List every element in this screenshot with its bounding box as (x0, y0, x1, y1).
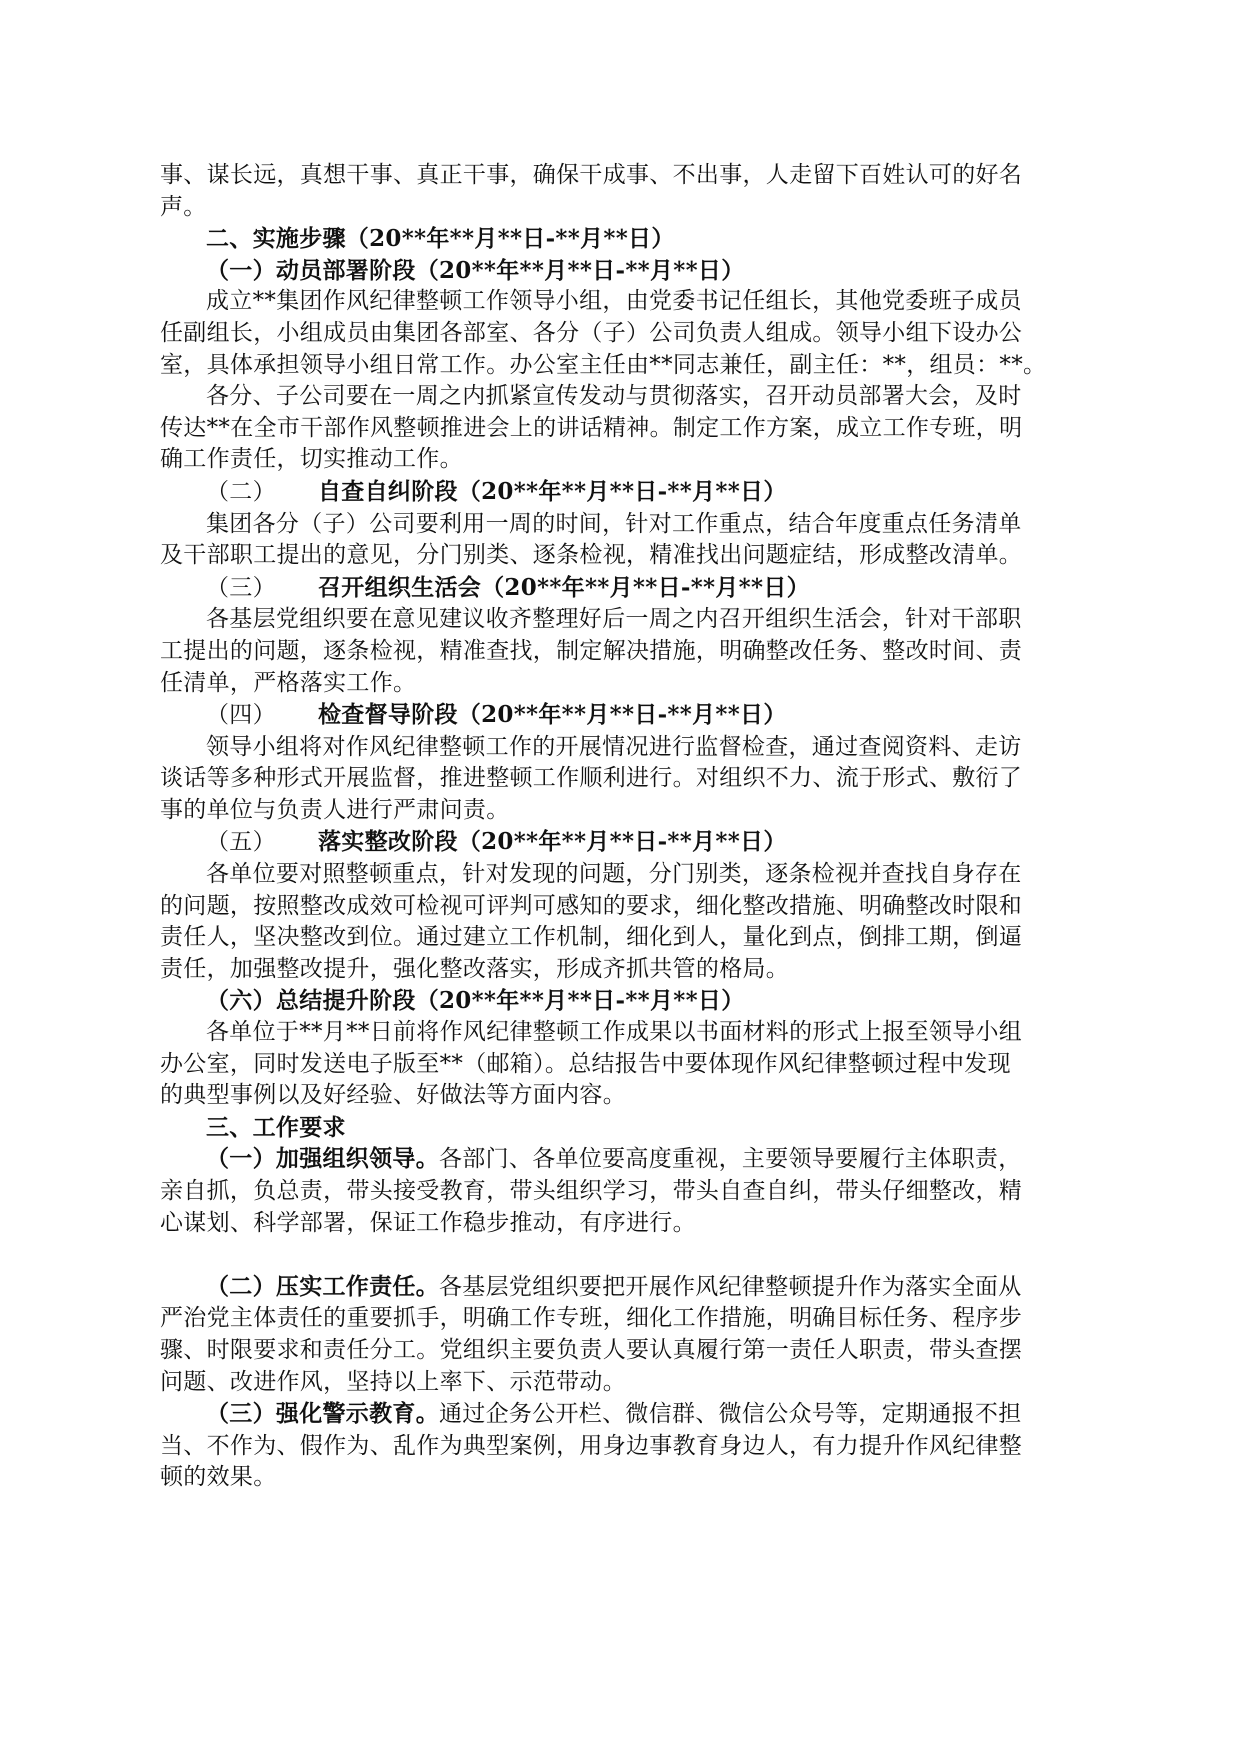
text-line: 声。 (160, 193, 207, 220)
subsection-title: 自查自纠阶段（20**年**月**日-**月**日） (318, 477, 787, 505)
subsection-heading-stage1: （一）动员部署阶段（20**年**月**日-**月**日） (206, 256, 745, 284)
text-line: 事、谋长远，真想干事、真正干事，确保干成事、不出事，人走留下百姓认可的好名 (160, 162, 1023, 188)
text-line: 各单位于**月**日前将作风纪律整顿工作成果以书面材料的形式上报至领导小组 (206, 1019, 1023, 1046)
text-line: 顿的效果。 (160, 1464, 277, 1491)
text-line: 工提出的问题，逐条检视，精准查找，制定解决措施，明确整改任务、整改时间、责 (160, 637, 1023, 664)
subsection-heading-stage2 (160, 476, 1080, 509)
text-line: 及干部职工提出的意见，分门别类、逐条检视，精准找出问题症结，形成整改清单。 (160, 542, 1023, 569)
requirement-2-first-line (160, 1271, 1080, 1304)
requirement-title: （三）强化警示教育。 (206, 1400, 439, 1428)
text-line: 责任人，坚决整改到位。通过建立工作机制，细化到人，量化到点，倒排工期，倒逼 (160, 924, 1023, 951)
subsection-number: （四） (206, 702, 276, 729)
text-line: 当、不作为、假作为、乱作为典型案例，用身边事教育身边人，有力提升作风纪律整 (160, 1432, 1023, 1459)
subsection-heading-stage4 (160, 699, 1080, 732)
subsection-heading-stage6: （六）总结提升阶段（20**年**月**日-**月**日） (206, 987, 745, 1015)
text-line: 问题、改进作风，坚持以上率下、示范带动。 (160, 1368, 626, 1395)
text-line: 事的单位与负责人进行严肃问责。 (160, 796, 510, 823)
text-line: 的问题，按照整改成效可检视可评判可感知的要求，细化整改措施、明确整改时限和 (160, 892, 1023, 919)
requirement-1-first-line (160, 1143, 1080, 1176)
requirement-title: （一）加强组织领导。 (206, 1145, 439, 1173)
subsection-number: （三） (206, 574, 276, 601)
text-line: 各分、子公司要在一周之内抓紧宣传发动与贯彻落实，召开动员部署大会，及时 (206, 383, 1022, 410)
subsection-number: （五） (206, 829, 276, 856)
requirement-title: （二）压实工作责任。 (206, 1272, 439, 1300)
text-line: 骤、时限要求和责任分工。党组织主要负责人要认真履行第一责任人职责，带头查摆 (160, 1336, 1023, 1363)
text-line: 室，具体承担领导小组日常工作。办公室主任由**同志兼任，副主任：**，组员：**。 (160, 351, 1047, 378)
requirement-text: 通过企务公开栏、微信群、微信公众号等，定期通报不担 (439, 1401, 1022, 1428)
requirement-text: 各部门、各单位要高度重视，主要领导要履行主体职责， (439, 1146, 1022, 1173)
text-line: 心谋划、科学部署，保证工作稳步推动，有序进行。 (160, 1209, 696, 1236)
text-line: 责任，加强整改提升，强化整改落实，形成齐抓共管的格局。 (160, 955, 790, 982)
text-line: 亲自抓，负总责，带头接受教育，带头组织学习，带头自查自纠，带头仔细整改，精 (160, 1178, 1023, 1204)
text-line: 各基层党组织要在意见建议收齐整理好后一周之内召开组织生活会，针对干部职 (206, 606, 1022, 633)
requirement-3-first-line (160, 1398, 1080, 1431)
subsection-title: 检查督导阶段（20**年**月**日-**月**日） (318, 701, 787, 729)
blank-line (160, 1239, 1080, 1271)
subsection-title: 落实整改阶段（20**年**月**日-**月**日） (318, 828, 787, 856)
document-body (160, 160, 1080, 1494)
subsection-heading-stage3 (160, 572, 1080, 605)
text-line: 成立**集团作风纪律整顿工作领导小组，由党委书记任组长，其他党委班子成员 (206, 288, 1022, 315)
subsection-title: 召开组织生活会（20**年**月**日-**月**日） (318, 573, 810, 601)
text-line: 传达**在全市干部作风整顿推进会上的讲话精神。制定工作方案，成立工作专班，明 (160, 414, 1023, 441)
text-line: 确工作责任，切实推动工作。 (160, 446, 463, 473)
text-line: 办公室，同时发送电子版至**（邮箱）。总结报告中要体现作风纪律整顿过程中发现 (160, 1050, 1011, 1077)
subsection-number: （二） (206, 478, 276, 505)
text-line: 的典型事例以及好经验、好做法等方面内容。 (160, 1082, 626, 1109)
text-line: 严治党主体责任的重要抓手，明确工作专班，细化工作措施，明确目标任务、程序步 (160, 1305, 1023, 1332)
text-line: 集团各分（子）公司要利用一周的时间，针对工作重点，结合年度重点任务清单 (206, 510, 1022, 537)
section-heading-steps: 二、实施步骤（20**年**月**日-**月**日） (206, 225, 675, 253)
text-line: 领导小组将对作风纪律整顿工作的开展情况进行监督检查，通过查阅资料、走访 (206, 733, 1022, 760)
text-line: 任清单，严格落实工作。 (160, 669, 417, 696)
subsection-heading-stage5 (160, 826, 1080, 859)
requirement-text: 各基层党组织要把开展作风纪律整顿提升作为落实全面从 (439, 1273, 1022, 1300)
text-line: 谈话等多种形式开展监督，推进整顿工作顺利进行。对组织不力、流于形式、敷衍了 (160, 765, 1023, 792)
text-line: 各单位要对照整顿重点，针对发现的问题，分门别类，逐条检视并查找自身存在 (206, 861, 1022, 888)
text-line: 任副组长，小组成员由集团各部室、各分（子）公司负责人组成。领导小组下设办公 (160, 319, 1023, 346)
section-heading-requirements: 三、工作要求 (206, 1113, 346, 1141)
